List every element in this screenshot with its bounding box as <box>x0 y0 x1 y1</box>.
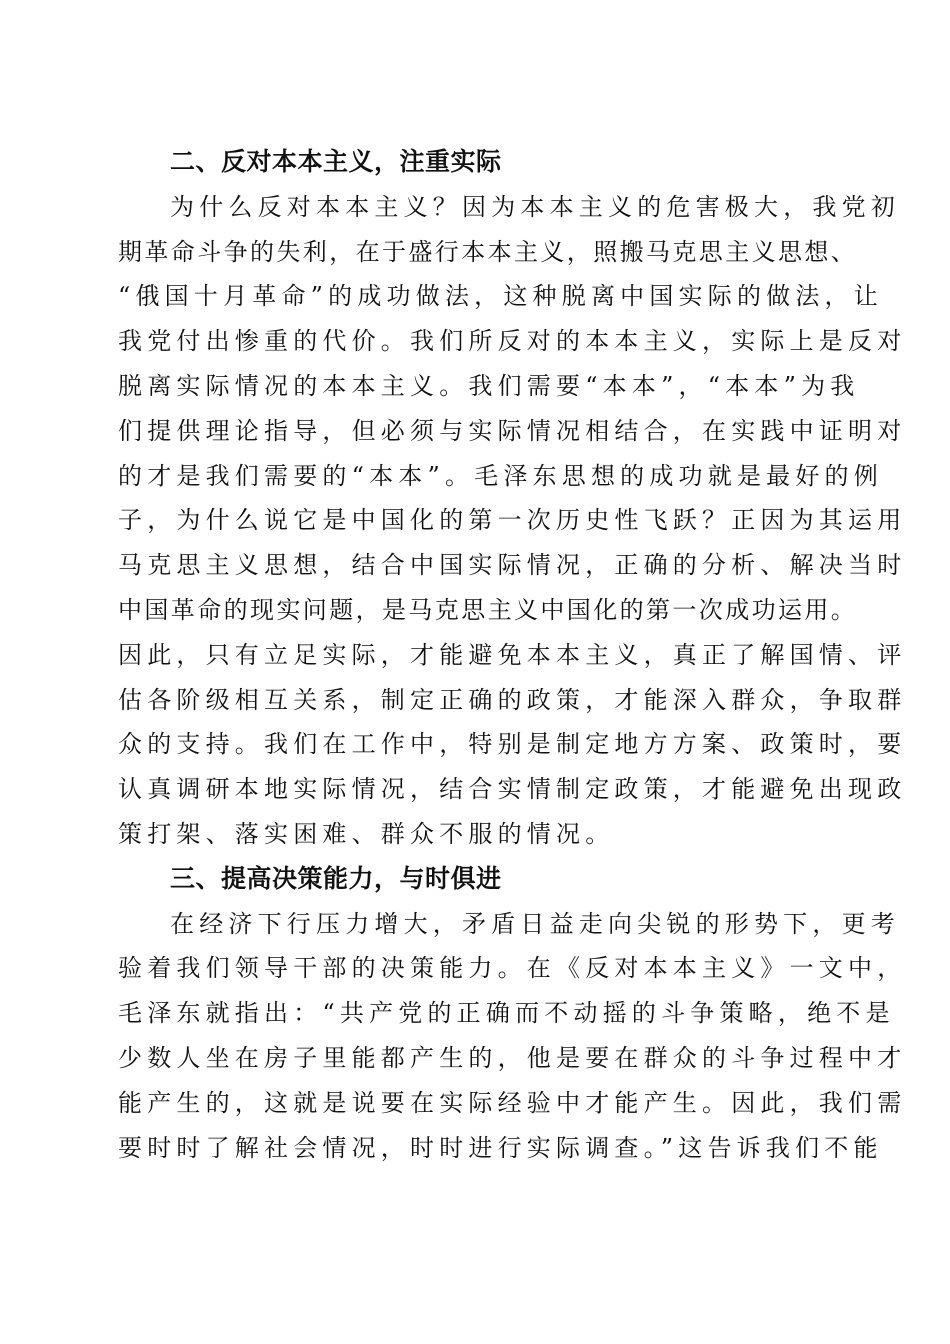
section-3-paragraph <box>118 902 907 1171</box>
section-heading-3: 三、提高决策能力，与时俱进 <box>170 863 502 893</box>
text-line: 因此，只有立足实际，才能避免本本主义，真正了解国情、评 <box>118 640 907 669</box>
text-line: 策打架、落实困难、群众不服的情况。 <box>118 819 615 848</box>
text-line: 少数人坐在房子里能都产生的，他是要在群众的斗争过程中才 <box>118 1043 907 1072</box>
text-line: 验着我们领导干部的决策能力。在《反对本本主义》一文中， <box>118 954 907 983</box>
text-line: 能产生的，这就是说要在实际经验中才能产生。因此，我们需 <box>118 1088 907 1117</box>
text-line: 子，为什么说它是中国化的第一次历史性飞跃？正因为其运用 <box>118 506 907 535</box>
text-line: 马克思主义思想，结合中国实际情况，正确的分析、解决当时 <box>118 551 907 580</box>
text-line: 毛泽东就指出：“共产党的正确而不动摇的斗争策略，绝不是 <box>118 999 895 1028</box>
text-line: 在经济下行压力增大，矛盾日益走向尖锐的形势下，更考 <box>170 909 900 938</box>
text-line: 估各阶级相互关系，制定正确的政策，才能深入群众，争取群 <box>118 685 907 714</box>
text-line: 脱离实际情况的本本主义。我们需要“本本”，“本本”为我 <box>118 371 860 400</box>
text-line: 认真调研本地实际情况，结合实情制定政策，才能避免出现政 <box>118 775 907 804</box>
text-line: 众的支持。我们在工作中，特别是制定地方方案、政策时，要 <box>118 730 907 759</box>
text-line: 期革命斗争的失利，在于盛行本本主义，照搬马克思主义思想、 <box>118 237 858 266</box>
text-line: 的才是我们需要的“本本”。毛泽东思想的成功就是最好的例 <box>118 461 883 490</box>
text-line: “俄国十月革命”的成功做法，这种脱离中国实际的做法，让 <box>118 282 883 311</box>
section-heading-2: 二、反对本本主义，注重实际 <box>170 147 502 176</box>
text-line: 我党付出惨重的代价。我们所反对的本本主义，实际上是反对 <box>118 327 907 356</box>
text-line: 为什么反对本本主义？因为本本主义的危害极大，我党初 <box>170 192 900 221</box>
document-body <box>118 140 907 1170</box>
text-line: 要时时了解社会情况，时时进行实际调查。”这告诉我们不能 <box>118 1133 883 1162</box>
text-line: 们提供理论指导，但必须与实际情况相结合，在实践中证明对 <box>118 416 907 445</box>
text-line: 中国革命的现实问题，是马克思主义中国化的第一次成功运用。 <box>118 595 858 624</box>
section-2-paragraph <box>118 185 907 857</box>
